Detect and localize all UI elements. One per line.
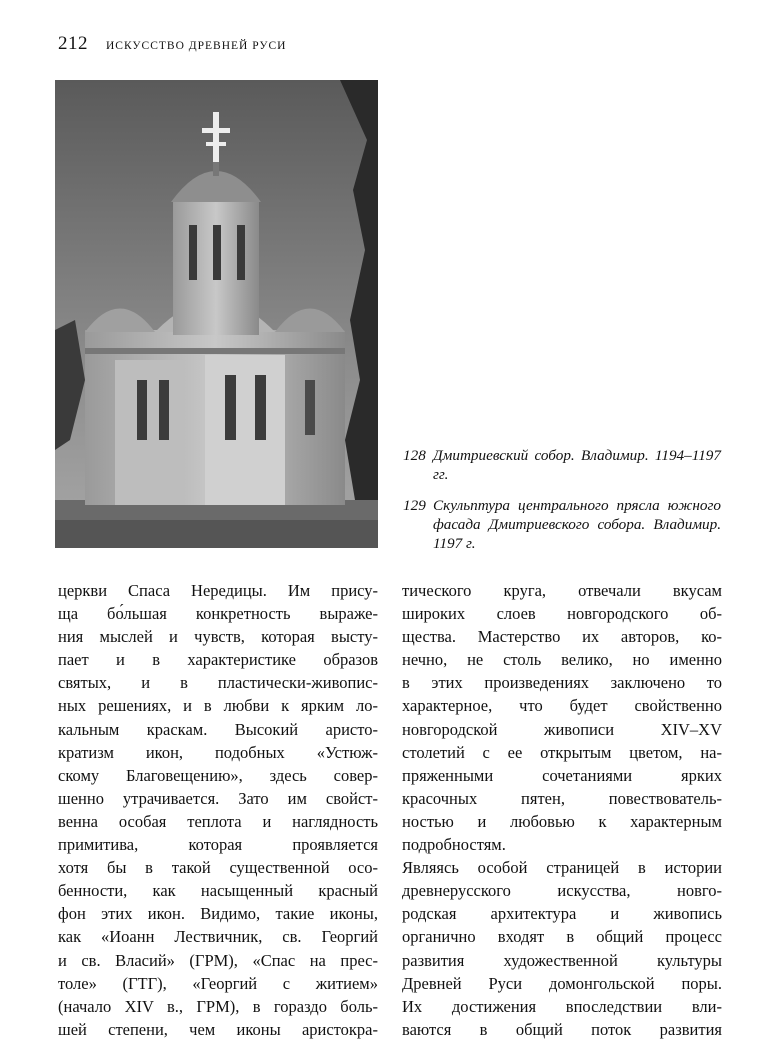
text-line: широких слоев новгородского об- bbox=[402, 604, 722, 624]
caption-128 bbox=[403, 446, 721, 484]
text-line: кальным краскам. Высокий аристо- bbox=[58, 719, 378, 739]
text-line: щества. Мастерство их авторов, ко- bbox=[402, 627, 722, 647]
text-line: ща бо́льшая конкретность выраже- bbox=[58, 604, 378, 624]
text-line: развития художественной культуры bbox=[402, 950, 722, 970]
text-line: Их достижения впоследствии вли- bbox=[402, 996, 722, 1016]
text-line: подробностям. bbox=[402, 835, 506, 855]
text-line: венна особая теплота и наглядность bbox=[58, 811, 378, 831]
church-photo bbox=[55, 80, 378, 548]
caption-129 bbox=[403, 496, 721, 553]
caption-text: Дмитриевский собор. Владимир. 1194–1197 гг. bbox=[433, 447, 721, 483]
text-line: толе» (ГТГ), «Георгий с житием» bbox=[58, 973, 378, 993]
text-line: тического круга, отвечали вкусам bbox=[402, 581, 722, 600]
text-line: пает и в характеристике образов bbox=[58, 650, 378, 670]
text-line: церкви Спаса Нередицы. Им прису- bbox=[58, 581, 378, 600]
text-line: красочных пятен, повествователь- bbox=[402, 788, 722, 808]
text-line: древнерусского искусства, новго- bbox=[402, 881, 722, 901]
left-column bbox=[58, 579, 378, 1041]
text-line: новгородской живописи XIV–XV bbox=[402, 719, 722, 739]
text-line: бенности, как насыщенный красный bbox=[58, 881, 378, 901]
page-header bbox=[58, 33, 286, 57]
text-line: как «Иоанн Лествичник, св. Георгий bbox=[58, 927, 378, 947]
text-line: и св. Власий» (ГРМ), «Спас на прес- bbox=[58, 950, 378, 970]
text-line: хотя бы в такой существенной осо- bbox=[58, 858, 378, 878]
text-line: ных решениях, и в любви к ярким ло- bbox=[58, 696, 378, 716]
text-line: Являясь особой страницей в истории bbox=[402, 858, 722, 878]
page-number: 212 bbox=[58, 33, 88, 54]
text-line: Древней Руси домонгольской поры. bbox=[402, 973, 722, 993]
text-line: органично входят в общий процесс bbox=[402, 927, 722, 947]
caption-number: 129 bbox=[403, 497, 426, 514]
caption-text: Скульптура центрального прясла южного фасада Дмитриевского собора. Владимир. 1197 г. bbox=[433, 497, 721, 552]
text-line: ностью и любовью к характерным bbox=[402, 811, 722, 831]
text-line: скому Благовещению», здесь совер- bbox=[58, 765, 378, 785]
running-title: ИСКУССТВО ДРЕВНЕЙ РУСИ bbox=[106, 40, 287, 52]
text-line: шенно утрачивается. Зато им свойст- bbox=[58, 788, 378, 808]
text-line: характерное, что будет свойственно bbox=[402, 696, 722, 716]
text-line: родская архитектура и живопись bbox=[402, 904, 722, 924]
text-line: шей степени, чем иконы аристокра- bbox=[58, 1019, 378, 1039]
text-line: фон этих икон. Видимо, такие иконы, bbox=[58, 904, 378, 924]
figure-captions bbox=[403, 446, 721, 565]
text-line: кратизм икон, подобных «Устюж- bbox=[58, 742, 378, 762]
text-line: примитива, которая проявляется bbox=[58, 835, 378, 855]
text-line: ния мыслей и чувств, которая высту- bbox=[58, 627, 378, 647]
text-line: нечно, не столь велико, но именно bbox=[402, 650, 722, 670]
text-line: (начало XIV в., ГРМ), в гораздо боль- bbox=[58, 996, 378, 1016]
right-column bbox=[402, 579, 722, 1041]
caption-number: 128 bbox=[403, 447, 426, 464]
text-line: пряженными сочетаниями ярких bbox=[402, 765, 722, 785]
text-line: столетий с ее открытым цветом, на- bbox=[402, 742, 722, 762]
text-line: ваются в общий поток развития bbox=[402, 1019, 722, 1039]
text-line: святых, и в пластически-живопис- bbox=[58, 673, 378, 693]
text-line: в этих произведениях заключено то bbox=[402, 673, 722, 693]
